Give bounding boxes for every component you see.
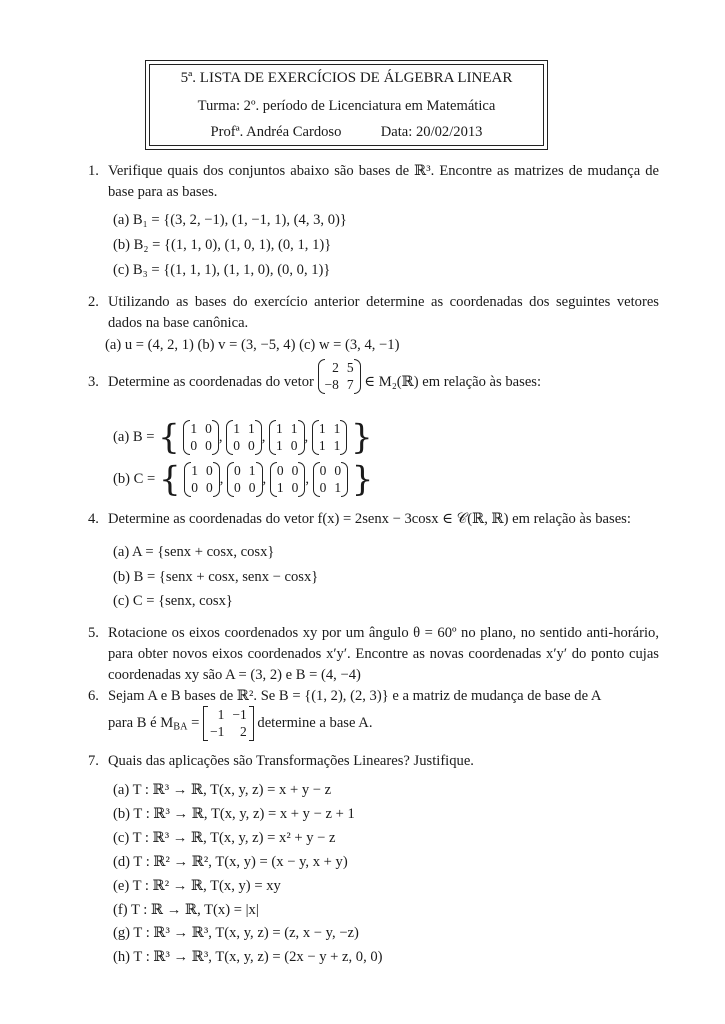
exercise-5 [89, 623, 659, 686]
exercise-7-item-e: (e) T : ℝ² → ℝ, T(x, y) = xy [113, 878, 281, 894]
exercise-text: Determine as coordenadas do vetor [108, 373, 314, 390]
document-title: 5ª. LISTA DE EXERCÍCIOS DE ÁLGEBRA LINEAR [180, 70, 513, 86]
exercise-text: Rotacione os eixos coordenados xy por um ângulo θ = 60º no plano, no sentido anti-horário, para obter novos eixos coordenados x′y′. Encontre as novas coordenadas x′y′ do ponto cujas coordenadas xy são A = (3, 2) e B = (4, −4) [108, 625, 659, 683]
exercise-6-line2 [108, 706, 373, 741]
exercise-number: 4. [88, 511, 99, 527]
exercise-1-item-c: (c) B₃ = {(1, 1, 1), (1, 1, 0), (0, 0, 1)} [113, 262, 331, 278]
exercise-4-item-b: (b) B = {senx + cosx, senx − cosx} [113, 569, 319, 585]
exercise-7-item-c: (c) T : ℝ³ → ℝ, T(x, y, z) = x² + y − z [113, 830, 336, 846]
exercise-number: 6. [88, 688, 99, 704]
exercise-7 [89, 751, 659, 772]
equals-sign: = [191, 714, 200, 731]
course-line: Turma: 2º. período de Licenciatura em Matemática [197, 98, 496, 114]
basis-matrix: 1 0 0 0 [183, 420, 219, 455]
vector-matrix: 2 5 −8 7 [318, 359, 361, 394]
matrix-subscript: BA [173, 721, 188, 733]
basis-matrix: 1 0 0 0 [184, 462, 220, 497]
exercise-number: 3. [88, 374, 99, 390]
exercise-text: para B é M [108, 714, 174, 731]
basis-matrix: 0 0 0 1 [313, 462, 349, 497]
exercise-7-item-d: (d) T : ℝ² → ℝ², T(x, y) = (x − y, x + y) [113, 854, 348, 870]
exercise-4 [89, 509, 659, 530]
exercise-6 [89, 686, 659, 707]
change-of-basis-matrix: 1 −1 −1 2 [203, 706, 254, 741]
basis-matrix: 0 1 0 0 [227, 462, 263, 497]
exercise-number: 1. [88, 163, 99, 179]
header-box [145, 60, 548, 150]
exercise-text: Determine as coordenadas do vetor f(x) = 2senx − 3cosx ∈ 𝒞(ℝ, ℝ) em relação às bases: [108, 511, 631, 527]
basis-matrix: 1 1 1 1 [312, 420, 348, 455]
exercise-4-item-c: (c) C = {senx, cosx} [113, 593, 233, 609]
left-brace: { [158, 459, 181, 500]
exercise-3-item-a: (a) B = { 1 0 0 0 , 1 1 0 0 , 1 1 1 0 , 1 1 1 1 } [113, 417, 373, 458]
exercise-text: Quais das aplicações são Transformações Lineares? Justifique. [108, 753, 474, 769]
exercise-3-item-b: (b) C = { 1 0 0 0 , 0 1 0 0 , 0 0 1 0 , 0 0 0 1 } [113, 459, 374, 500]
exercise-1-item-a: (a) B₁ = {(3, 2, −1), (1, −1, 1), (4, 3, 0)} [113, 212, 347, 228]
exercise-number: 7. [88, 753, 99, 769]
exercise-7-item-a: (a) T : ℝ³ → ℝ, T(x, y, z) = x + y − z [113, 782, 332, 798]
author-date-line [146, 124, 547, 141]
document-date: Data: 20/02/2013 [380, 124, 483, 140]
exercise-1 [89, 161, 659, 203]
exercise-7-item-g: (g) T : ℝ³ → ℝ³, T(x, y, z) = (z, x − y, −z) [113, 925, 359, 941]
exercise-7-item-h: (h) T : ℝ³ → ℝ³, T(x, y, z) = (2x − y + z, 0, 0) [113, 949, 383, 965]
exercise-2 [89, 292, 659, 334]
exercise-text-cont: determine a base A. [257, 714, 373, 731]
right-brace: } [351, 459, 374, 500]
exercise-1-item-b: (b) B₂ = {(1, 1, 0), (1, 0, 1), (0, 1, 1)} [113, 237, 332, 253]
basis-matrix: 1 1 0 0 [226, 420, 262, 455]
exercise-3 [88, 360, 659, 394]
basis-matrix: 1 1 1 0 [269, 420, 305, 455]
exercise-text: Sejam A e B bases de ℝ². Se B = {(1, 2), (2, 3)} e a matriz de mudança de base de A [108, 688, 602, 704]
exercise-7-item-b: (b) T : ℝ³ → ℝ, T(x, y, z) = x + y − z + 1 [113, 806, 355, 822]
exercise-2-items: (a) u = (4, 2, 1) (b) v = (3, −5, 4) (c) w = (3, 4, −1) [105, 337, 400, 353]
left-brace: { [158, 417, 180, 458]
exercise-7-item-f: (f) T : ℝ → ℝ, T(x) = |x| [113, 902, 259, 918]
exercise-text: Utilizando as bases do exercício anterior determine as coordenadas dos seguintes vetores dados na base canônica. [108, 294, 659, 331]
right-brace: } [350, 417, 373, 458]
exercise-text-cont: ∈ M₂(ℝ) em relação às bases: [364, 373, 542, 390]
exercise-number: 5. [88, 625, 99, 641]
exercise-4-item-a: (a) A = {senx + cosx, cosx} [113, 544, 275, 560]
exercise-number: 2. [88, 294, 99, 310]
exercise-text: Verifique quais dos conjuntos abaixo são bases de ℝ³. Encontre as matrizes de mudança de base para as bases. [108, 163, 659, 200]
basis-matrix: 0 0 1 0 [270, 462, 306, 497]
professor-name: Profª. Andréa Cardoso [210, 124, 342, 140]
